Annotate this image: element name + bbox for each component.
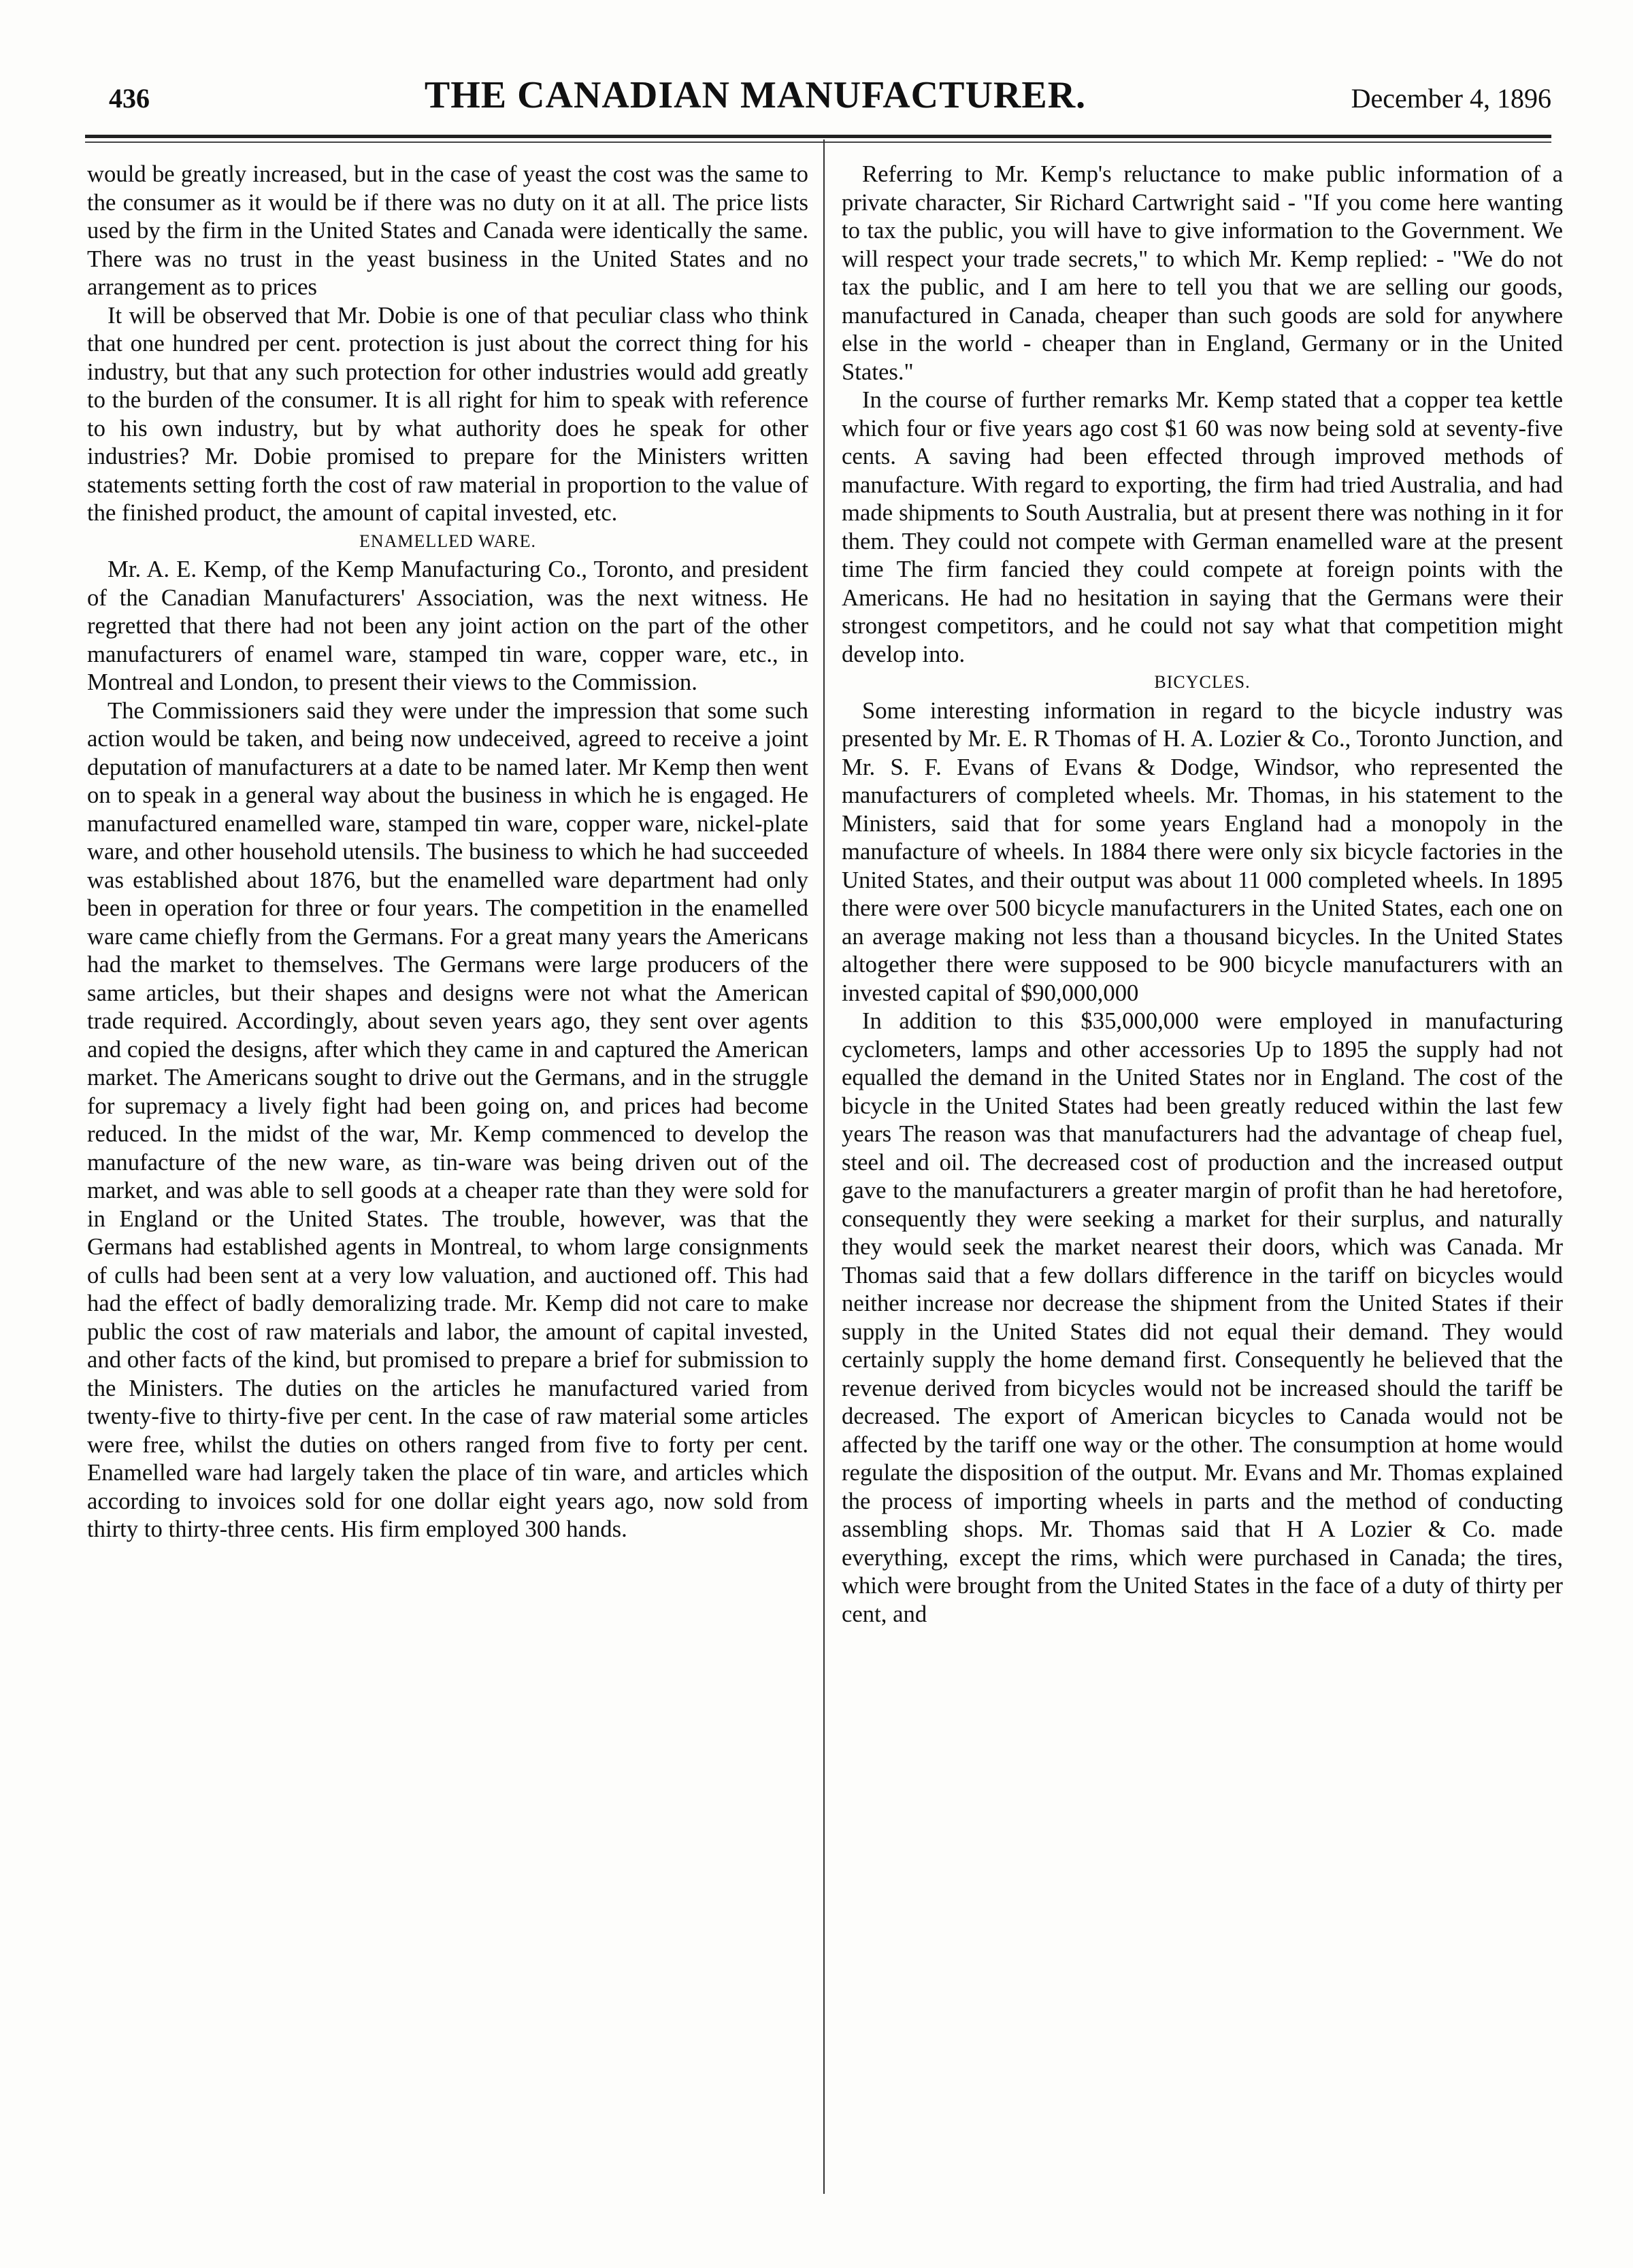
right-paragraph-4: In addition to this $35,000,000 were employed in manufacturing cyclometers, lamps and other accessories Up to 1895 the supply had not equalled the demand in the United States nor in England. The cost of the bicycle in the United States had been greatly reduced within the last few years The reason was that manufacturers had the advantage of cheap fuel, steel and oil. The decreased cost of production and the increased output gave to the manufacturers a greater margin of profit than he had heretofore, consequently they were seeking a market for their surplus, and naturally they would seek the market nearest their doors, which was Canada. Mr Thomas said that a few dollars difference in the tariff on bicycles would neither increase nor decrease the shipment from the United States if their supply in the United States did not equal their demand. They would certainly supply the home demand first. Consequently he believed that the revenue derived from bicycles would not be increased should the tariff be decreased. The export of American bicycles to Canada would not be affected by the tariff one way or the other. The consumption at home would regulate the disposition of the output. Mr. Evans and Mr. Thomas explained the process of importing wheels in parts and the method of conducting assembling shops. Mr. Thomas said that H A Lozier & Co. made everything, except the rims, which were purchased in Canada; the tires, which were brought from the United States in the face of a duty of thirty per cent, and: [842, 1007, 1563, 1627]
issue-date: December 4, 1896: [1351, 83, 1551, 114]
right-column: [842, 160, 1563, 1628]
column-divider: [823, 139, 825, 2194]
right-paragraph-1: Referring to Mr. Kemp's reluctance to make public information of a private character, Sir Richard Cartwright said - "If you come here wanting to tax the public, you will have to give information to the Government. We will respect your trade secrets," to which Mr. Kemp replied: - "We do not tax the public, and I am here to tell you that we are selling our goods, manufactured in Canada, cheaper than such goods are sold for anywhere else in the world - cheaper than in England, Germany or in the United States.": [842, 161, 1563, 385]
left-paragraph-3: Mr. A. E. Kemp, of the Kemp Manufacturing Co., Toronto, and president of the Canadian Manufacturers' Association, was the next witness. He regretted that there had not been any joint action on the part of the other manufacturers of enamel ware, stamped tin ware, copper ware, etc., in Montreal and London, to present their views to the Commission.: [87, 556, 808, 695]
right-paragraph-3: Some interesting information in regard to the bicycle industry was presented by Mr. E. R Thomas of H. A. Lozier & Co., Toronto Junction, and Mr. S. F. Evans of Evans & Dodge, Windsor, who represented the manufacturers of completed wheels. Mr. Thomas, in his statement to the Ministers, said that for some years England had a monopoly in the manufacture of wheels. In 1884 there were only six bicycle factories in the United States, and their output was about 11 000 completed wheels. In 1895 there were over 500 bicycle manufacturers in the United States, each one on an average making not less than a thousand bicycles. In the United States altogether there were supposed to be 900 bicycle manufacturers with an invested capital of $90,000,000: [842, 697, 1563, 1006]
left-paragraph-2: It will be observed that Mr. Dobie is one of that peculiar class who think that one hundred per cent. protection is just about the correct thing for his industry, but that any such protection for other industries would add greatly to the burden of the consumer. It is all right for him to speak with reference to his own industry, but by what authority does he speak for other industries? Mr. Dobie promised to prepare for the Ministers written statements setting forth the cost of raw material in proportion to the value of the finished product, the amount of capital invested, etc.: [87, 301, 808, 526]
page-number: 436: [109, 83, 150, 114]
section-heading-bicycles: BICYCLES.: [1154, 672, 1251, 692]
left-column: [87, 160, 808, 1544]
section-heading-enamelled-ware: ENAMELLED WARE.: [359, 531, 537, 551]
header-rule-thin: [85, 141, 1551, 143]
left-paragraph-4: The Commissioners said they were under the impression that some such action would be taken, and being now undeceived, agreed to receive a joint deputation of manufacturers at a date to be named later. Mr Kemp then went on to speak in a general way about the business in which he is engaged. He manufactured enamelled ware, stamped tin ware, copper ware, nickel-plate ware, and other household utensils. The business to which he had succeeded was established about 1876, but the enamelled ware department had only been in operation for three or four years. The competition in the enamelled ware came chiefly from the Germans. For a great many years the Americans had the market to themselves. The Germans were large producers of the same articles, but their shapes and designs were not what the American trade required. Accordingly, about seven years ago, they sent over agents and copied the designs, after which they came in and captured the American market. The Americans sought to drive out the Germans, and in the struggle for supremacy a lively fight had been going on, and prices had become reduced. In the midst of the war, Mr. Kemp commenced to develop the manufacture of the new ware, as tin-ware was being driven out of the market, and was able to sell goods at a cheaper rate than they were sold for in England or the United States. The trouble, however, was that the Germans had established agents in Montreal, to whom large consignments of culls had been sent at a very low valuation, and auctioned off. This had had the effect of badly demoralizing trade. Mr. Kemp did not care to make public the cost of raw materials and labor, the amount of capital invested, and other facts of the kind, but promised to prepare a brief for submission to the Ministers. The duties on the articles he manufactured varied from twenty-five to thirty-five per cent. In the case of raw material some articles were free, whilst the duties on others ranged from five to forty per cent. Enamelled ware had largely taken the place of tin ware, and articles which according to invoices sold for one dollar eight years ago, now sold from thirty to thirty-three cents. His firm employed 300 hands.: [87, 697, 808, 1542]
right-paragraph-2: In the course of further remarks Mr. Kemp stated that a copper tea kettle which four or five years ago cost $1 60 was now being sold at seventy-five cents. A saving had been effected through improved methods of manufacture. With regard to exporting, the firm had tried Australia, and had made shipments to South Australia, but at present there was nothing in it for them. They could not compete with German enamelled ware at the present time The firm fancied they could compete at foreign points with the Americans. He had no hesitation in saying that the Germans were their strongest competitors, and he could not say what that competition might develop into.: [842, 386, 1563, 667]
journal-title: THE CANADIAN MANUFACTURER.: [424, 74, 1087, 116]
left-paragraph-1: would be greatly increased, but in the case of yeast the cost was the same to the consumer as it would be if there was no duty on it at all. The price lists used by the firm in the United States and Canada were identically the same. There was no trust in the yeast business in the United States and no arrangement as to prices: [87, 161, 808, 300]
header-rule: [85, 135, 1551, 138]
page-header: [109, 73, 1551, 127]
